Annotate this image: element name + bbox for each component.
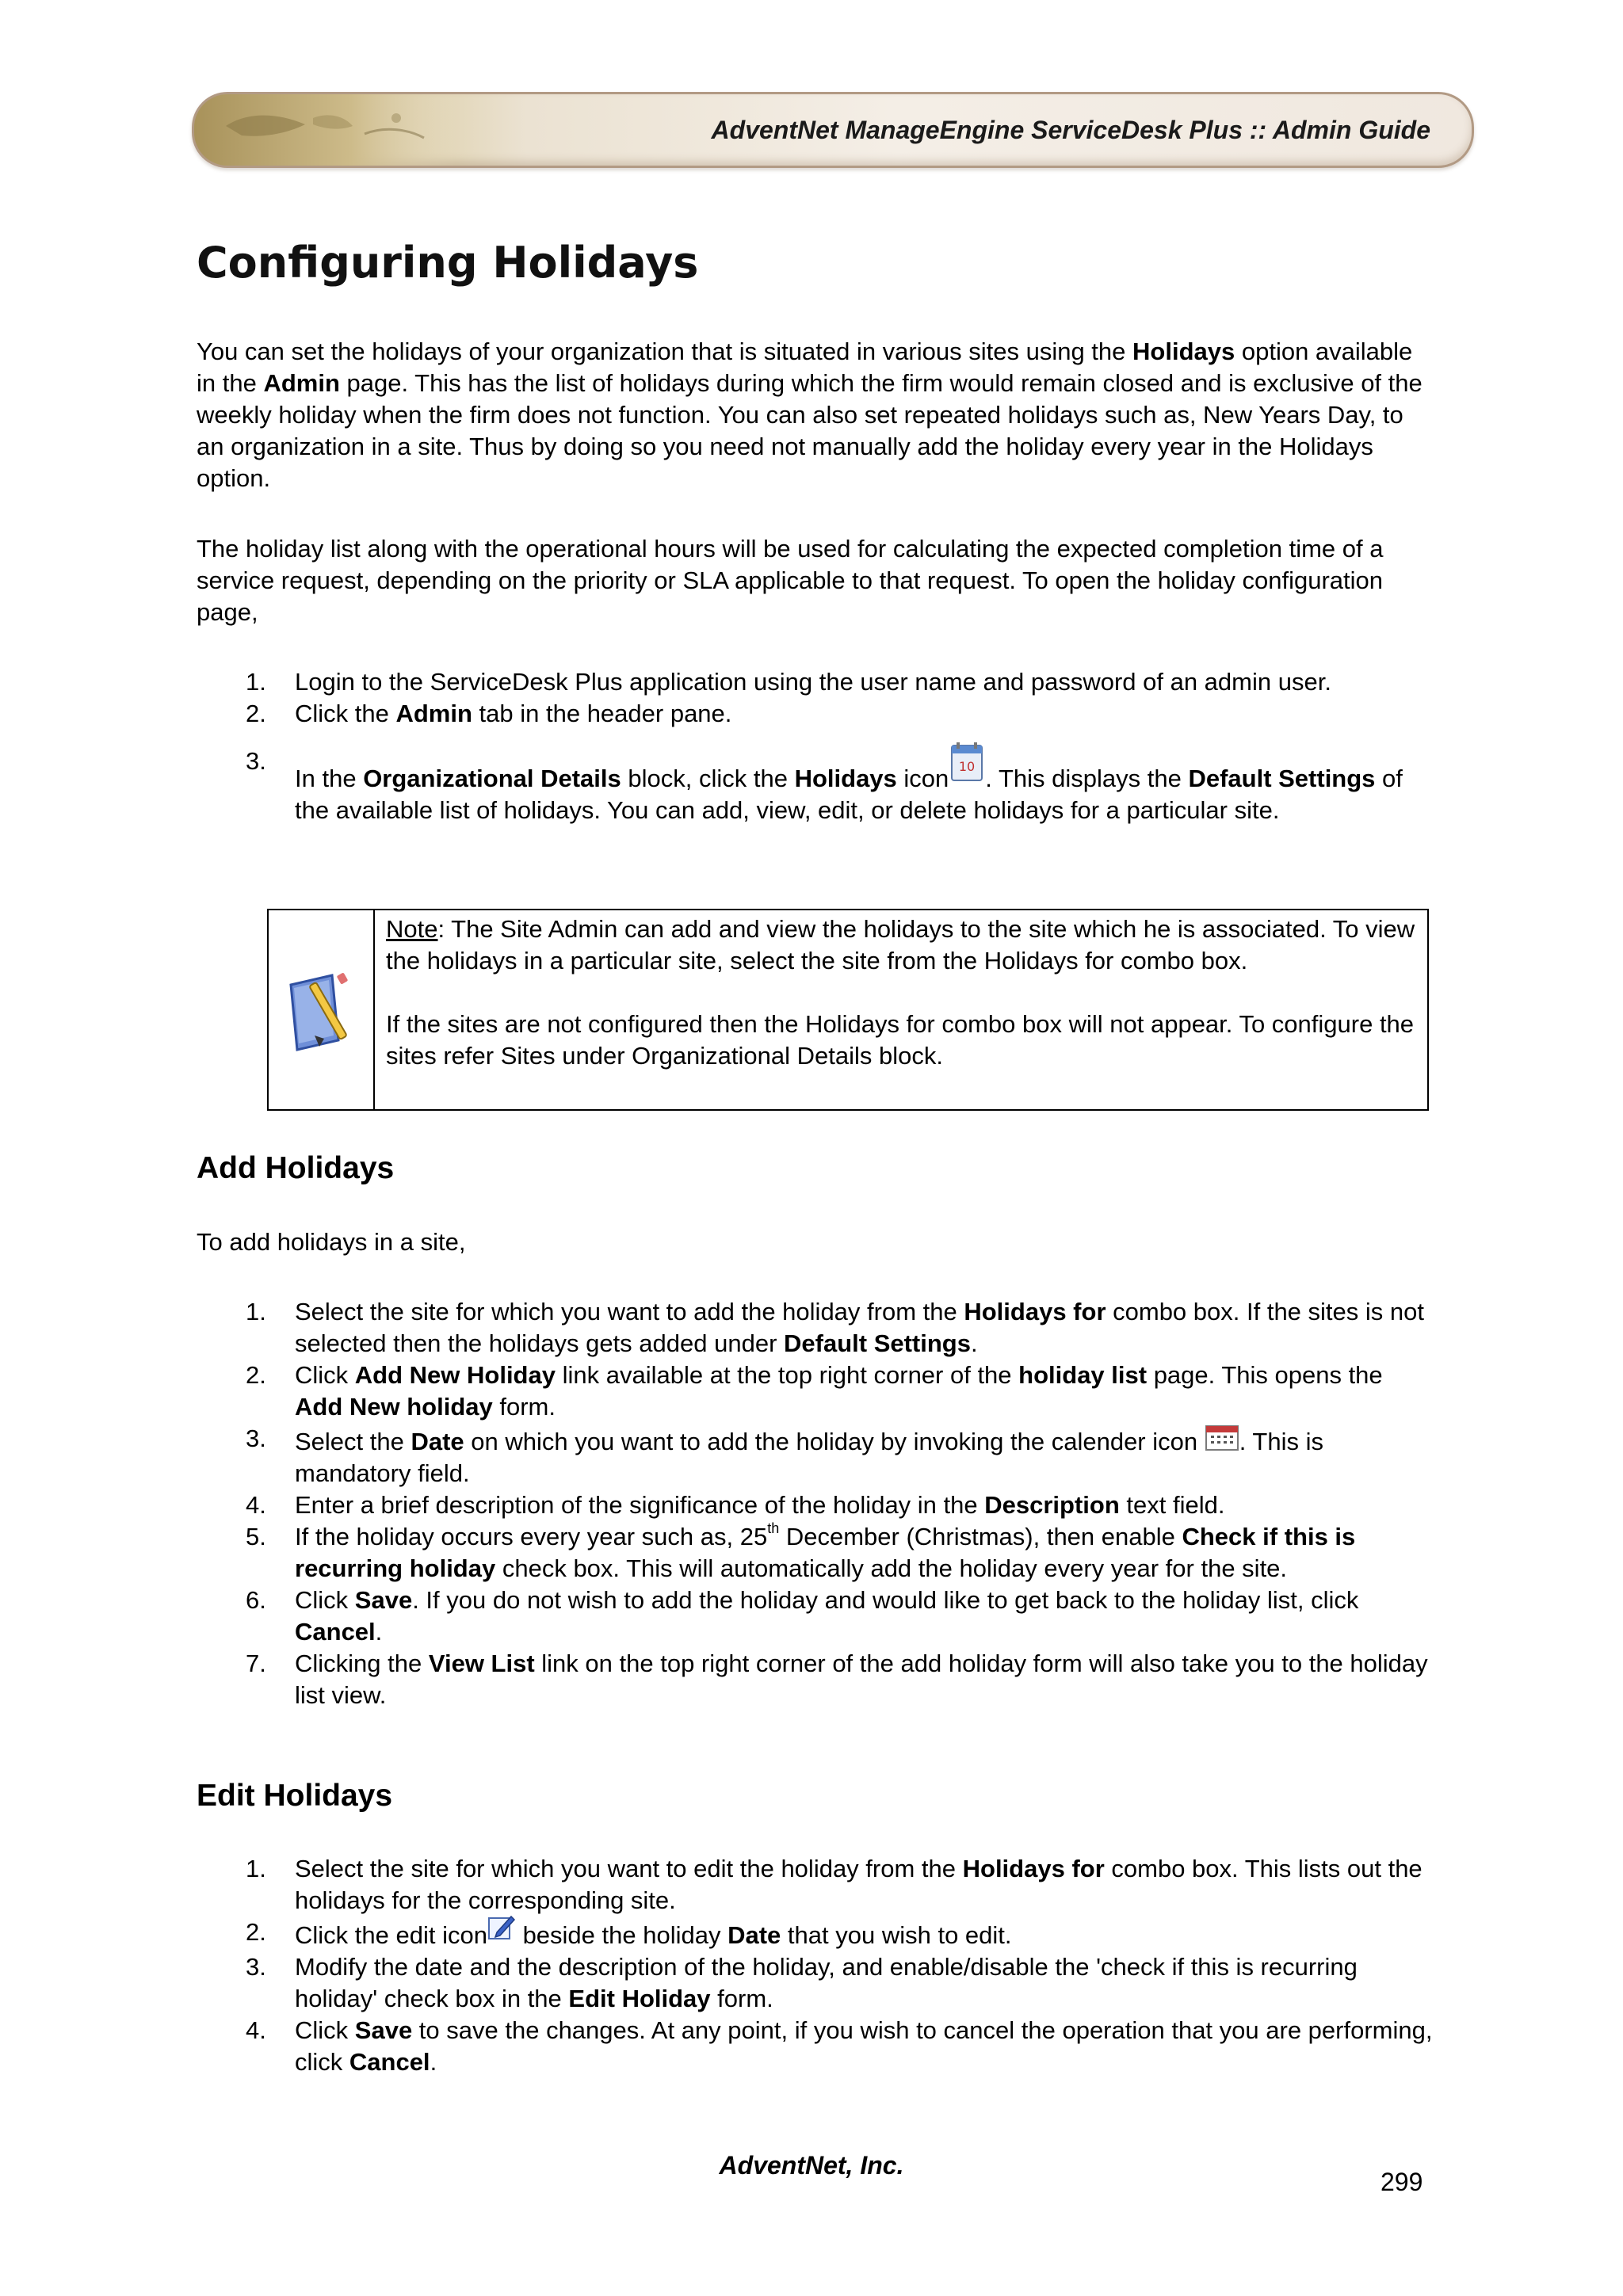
list-item: 2. Click Add New Holiday link available at the top right corner of the holiday list page. This opens the Add New holiday form.: [246, 1361, 1383, 1421]
list-item: 2. Click the Admin tab in the header pane.: [246, 700, 732, 727]
banner-decoration-icon: [194, 94, 456, 166]
note-icon: [283, 967, 359, 1055]
list-item: 3. In the Organizational Details block, click the Holidays icon 10 . This displays the Default Settings of the available list of holidays. You can add, view, edit, or delete holidays for a particular site.: [197, 746, 1433, 826]
note-label: Note: [386, 915, 438, 943]
list-item: 1. Select the site for which you want to add the holiday from the Holidays for combo box. If the sites is not selected then the holidays gets added under Default Settings.: [246, 1298, 1424, 1357]
note-paragraph: Note: The Site Admin can add and view the holidays to the site which he is associated. To view the holidays in a particular site, select the site from the Holidays for combo box.: [386, 915, 1415, 974]
add-intro: To add holidays in a site,: [197, 1228, 466, 1256]
note-paragraph-2: If the sites are not configured then the Holidays for combo box will not appear. To configure the sites refer Sites under Organizational Details block.: [386, 1010, 1415, 1070]
footer-company: AdventNet, Inc.: [719, 2151, 904, 2180]
list-item: 4. Click Save to save the changes. At any point, if you wish to cancel the operation that you are performing, click Cancel.: [246, 2016, 1433, 2076]
page-number: 299: [1381, 2168, 1423, 2196]
calendar-icon: [1205, 1425, 1239, 1451]
list-item: 3. Select the Date on which you want to add the holiday by invoking the calender icon . This is mandatory field.: [246, 1425, 1323, 1487]
intro-paragraph-2: The holiday list along with the operational hours will be used for calculating the expected completion time of a service request, depending on the priority or SLA applicable to that request. To open the holiday configuration page,: [197, 535, 1384, 626]
edit-holiday-steps: [197, 1853, 1433, 2078]
list-item: 3. Modify the date and the description of the holiday, and enable/disable the 'check if this is recurring holiday' check box in the Edit Holiday form.: [246, 1953, 1358, 2012]
list-item: 1. Select the site for which you want to edit the holiday from the Holidays for combo box. This lists out the holidays for the corresponding site.: [246, 1855, 1423, 1914]
guide-title: AdventNet ManageEngine ServiceDesk Plus :: Admin Guide: [711, 116, 1430, 144]
section-heading-edit: Edit Holidays: [197, 1779, 393, 1813]
header-banner: [192, 92, 1474, 168]
list-item: 6. Click Save. If you do not wish to add the holiday and would like to get back to the holiday list, click Cancel.: [246, 1586, 1359, 1646]
list-item: 1. Login to the ServiceDesk Plus application using the user name and password of an admin user.: [246, 668, 1331, 696]
open-config-steps: [197, 666, 1433, 826]
list-item: 7. Clicking the View List link on the top right corner of the add holiday form will also take you to the holiday list view.: [246, 1650, 1428, 1709]
list-item: 4. Enter a brief description of the significance of the holiday in the Description text field.: [246, 1491, 1225, 1519]
note-box: [267, 909, 1429, 1111]
edit-icon: [487, 1913, 516, 1940]
intro-paragraph: You can set the holidays of your organization that is situated in various sites using the Holidays option available in the Admin page. This has the list of holidays during which the firm would remain closed and is exclusive of the weekly holiday when the firm does not function. You can also set repeated holidays such as, New Years Day, to an organization in a site. Thus by doing so you need not manually add the holiday every year in the Holidays option.: [197, 338, 1423, 492]
list-item: 5. If the holiday occurs every year such as, 25th December (Christmas), then enable Check if this is recurring holiday check box. This will automatically add the holiday every year for the site.: [246, 1520, 1356, 1582]
section-heading-add: Add Holidays: [197, 1151, 395, 1185]
list-item: 2. Click the edit icon beside the holiday Date that you wish to edit.: [197, 1917, 1433, 1951]
svg-text:10: 10: [959, 759, 976, 774]
add-holiday-steps: [197, 1296, 1433, 1711]
holidays-icon: [949, 741, 985, 782]
page-title: Configuring Holidays: [197, 238, 699, 288]
